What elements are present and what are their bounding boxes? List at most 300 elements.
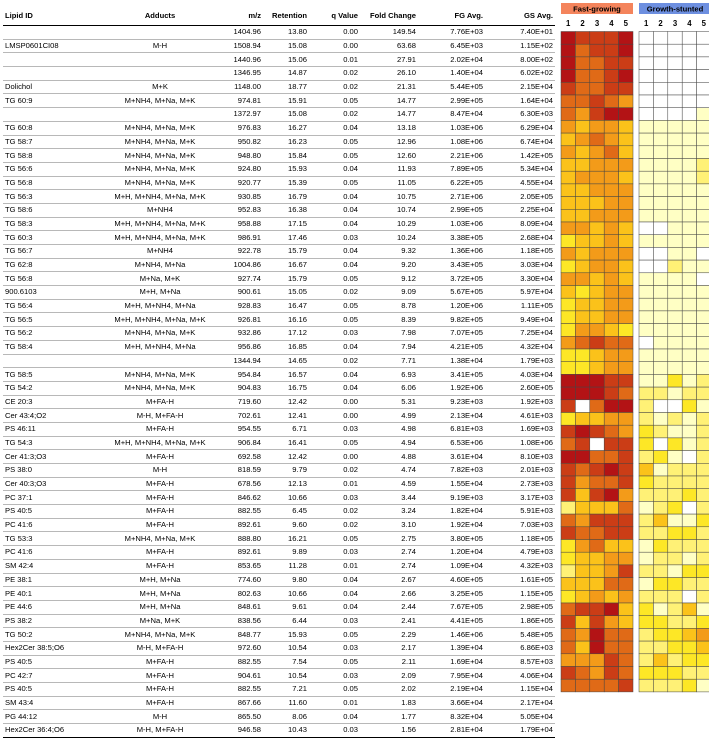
heatmap-cell — [682, 209, 696, 222]
cell-mz: 954.55 — [219, 422, 263, 436]
heatmap-cell — [561, 260, 575, 273]
cell-retention: 10.54 — [263, 641, 309, 655]
cell-retention: 16.38 — [263, 203, 309, 217]
cell-mz: 692.58 — [219, 450, 263, 464]
heatmap-cell — [682, 679, 696, 692]
heatmap-cell — [639, 260, 653, 273]
heatmap-cell — [668, 273, 682, 286]
heatmap-cell — [682, 362, 696, 375]
cell-retention: 11.28 — [263, 559, 309, 573]
heatmap-cell — [668, 667, 682, 680]
cell-q-value: 0.02 — [309, 464, 360, 478]
cell-adducts: M+FA-H — [101, 696, 219, 710]
heatmap-cell — [619, 667, 633, 680]
cell-fold-change: 63.68 — [360, 39, 418, 53]
heatmap-cell — [604, 349, 618, 362]
heatmap-cell — [668, 628, 682, 641]
heatmap-cell — [653, 311, 667, 324]
cell-q-value: 0.00 — [309, 26, 360, 40]
heatmap-cell — [668, 387, 682, 400]
cell-q-value: 0.04 — [309, 121, 360, 135]
heatmap-cell — [639, 32, 653, 45]
cell-q-value: 0.05 — [309, 683, 360, 697]
cell-adducts: M+FA-H — [101, 491, 219, 505]
heatmap-cell — [668, 32, 682, 45]
cell-fg-avg: 2.21E+06 — [418, 149, 485, 163]
heatmap-cell — [604, 540, 618, 553]
table-row — [3, 135, 555, 149]
heatmap-cell — [639, 108, 653, 121]
heatmap-cell — [575, 197, 589, 210]
heatmap-cell — [619, 311, 633, 324]
heatmap-cell — [561, 286, 575, 299]
heatmap-cell — [561, 57, 575, 70]
heatmap-cell — [619, 565, 633, 578]
heatmap-cell — [697, 95, 709, 108]
heatmap-cell — [590, 44, 604, 57]
heatmap-cell — [619, 438, 633, 451]
cell-mz: 927.74 — [219, 272, 263, 286]
cell-retention: 9.79 — [263, 464, 309, 478]
cell-mz: 1148.00 — [219, 80, 263, 94]
heatmap-cell — [639, 527, 653, 540]
heatmap-cell — [668, 552, 682, 565]
heatmap-cell — [619, 146, 633, 159]
cell-lipid-id: TG 56:5 — [3, 313, 101, 327]
heatmap-cell — [590, 527, 604, 540]
heatmap-cell — [639, 57, 653, 70]
heatmap-cell — [668, 362, 682, 375]
cell-adducts: M+FA-H — [101, 669, 219, 683]
heatmap-cell — [697, 184, 709, 197]
heatmap-cell — [619, 197, 633, 210]
cell-fg-avg: 2.99E+05 — [418, 94, 485, 108]
cell-fold-change: 2.67 — [360, 573, 418, 587]
cell-retention: 10.66 — [263, 491, 309, 505]
cell-mz: 719.60 — [219, 395, 263, 409]
cell-mz: 920.77 — [219, 176, 263, 190]
heatmap-cell — [604, 425, 618, 438]
heatmap-cell — [575, 540, 589, 553]
cell-retention: 6.71 — [263, 422, 309, 436]
cell-fold-change: 9.12 — [360, 272, 418, 286]
cell-q-value: 0.05 — [309, 149, 360, 163]
cell-q-value: 0.05 — [309, 628, 360, 642]
heatmap-cell — [668, 235, 682, 248]
heatmap-cell — [653, 324, 667, 337]
heatmap-cell — [575, 120, 589, 133]
table-row — [3, 176, 555, 190]
heatmap-cell — [619, 590, 633, 603]
heatmap-cell — [697, 425, 709, 438]
cell-retention: 18.77 — [263, 80, 309, 94]
heatmap-cell — [653, 463, 667, 476]
cell-adducts: M+NH4, M+Na, M+K — [101, 368, 219, 382]
heatmap-cell — [653, 425, 667, 438]
heatmap-cell — [575, 527, 589, 540]
heatmap-cell — [575, 387, 589, 400]
cell-q-value: 0.05 — [309, 436, 360, 450]
cell-lipid-id: PE 44:6 — [3, 600, 101, 614]
cell-fg-avg: 1.69E+04 — [418, 655, 485, 669]
heatmap-cell — [619, 540, 633, 553]
heatmap-cell — [682, 476, 696, 489]
cell-mz: 848.61 — [219, 600, 263, 614]
heatmap-cell — [575, 489, 589, 502]
table-row — [3, 450, 555, 464]
heatmap-cell — [561, 133, 575, 146]
heatmap-cell — [561, 298, 575, 311]
heatmap-cell — [590, 679, 604, 692]
cell-adducts: M+NH4, M+Na, M+K — [101, 532, 219, 546]
cell-retention: 15.06 — [263, 53, 309, 67]
cell-lipid-id — [3, 108, 101, 122]
cell-fold-change: 6.06 — [360, 381, 418, 395]
cell-adducts: M+FA-H — [101, 450, 219, 464]
table-row — [3, 149, 555, 163]
cell-retention: 16.16 — [263, 313, 309, 327]
cell-fold-change: 2.66 — [360, 587, 418, 601]
table-row — [3, 641, 555, 655]
cell-lipid-id: TG 58:3 — [3, 217, 101, 231]
heatmap-cell — [604, 146, 618, 159]
cell-fg-avg: 3.61E+04 — [418, 450, 485, 464]
heatmap-cell — [604, 552, 618, 565]
heatmap-cell — [639, 324, 653, 337]
heatmap-cell — [668, 527, 682, 540]
heatmap-cell — [653, 159, 667, 172]
heatmap-cell — [639, 247, 653, 260]
cell-fold-change: 11.05 — [360, 176, 418, 190]
cell-gs-avg: 2.98E+05 — [485, 600, 555, 614]
heatmap-cell — [639, 235, 653, 248]
cell-fg-avg: 2.81E+04 — [418, 724, 485, 738]
heatmap-cell — [682, 184, 696, 197]
cell-adducts: M+NH4, M+Na, M+K — [101, 94, 219, 108]
heatmap-cell — [653, 146, 667, 159]
cell-adducts — [101, 354, 219, 368]
heatmap-cell — [653, 603, 667, 616]
cell-gs-avg: 6.86E+03 — [485, 641, 555, 655]
heatmap-cell — [668, 222, 682, 235]
heatmap-cell — [575, 32, 589, 45]
heatmap-cell — [697, 197, 709, 210]
heatmap-cell — [668, 260, 682, 273]
heatmap-cell — [561, 578, 575, 591]
table-row — [3, 655, 555, 669]
cell-adducts: M+FA-H — [101, 505, 219, 519]
heatmap-cell — [590, 616, 604, 629]
cell-adducts: M+NH4, M+Na, M+K — [101, 149, 219, 163]
cell-retention: 10.54 — [263, 669, 309, 683]
cell-fg-avg: 1.39E+04 — [418, 641, 485, 655]
heatmap-cell — [604, 70, 618, 83]
group-label: Fast-growing — [573, 4, 621, 14]
heatmap-cell — [639, 476, 653, 489]
header-retention: Retention — [263, 6, 309, 26]
heatmap-cell — [639, 197, 653, 210]
table-row — [3, 683, 555, 697]
heatmap-cell — [682, 286, 696, 299]
table-row — [3, 121, 555, 135]
heatmap-cell — [561, 197, 575, 210]
heatmap-cell — [653, 565, 667, 578]
cell-gs-avg: 1.42E+05 — [485, 149, 555, 163]
cell-retention: 13.80 — [263, 26, 309, 40]
cell-adducts: M+K — [101, 80, 219, 94]
heatmap-cell — [590, 70, 604, 83]
heatmap-cell — [561, 159, 575, 172]
table-row — [3, 724, 555, 738]
cell-lipid-id: TG 56:7 — [3, 245, 101, 259]
heatmap-cell — [697, 32, 709, 45]
heatmap-cell — [561, 679, 575, 692]
cell-adducts — [101, 26, 219, 40]
heatmap-cell — [639, 222, 653, 235]
heatmap-cell — [619, 324, 633, 337]
cell-lipid-id: PG 44:12 — [3, 710, 101, 724]
heatmap-cell — [590, 514, 604, 527]
cell-q-value: 0.03 — [309, 641, 360, 655]
heatmap-cell — [668, 451, 682, 464]
cell-fold-change: 13.18 — [360, 121, 418, 135]
cell-mz: 924.80 — [219, 162, 263, 176]
heatmap-cell — [561, 603, 575, 616]
heatmap-cell — [590, 362, 604, 375]
header-mz: m/z — [219, 6, 263, 26]
heatmap-cell — [653, 108, 667, 121]
cell-fold-change: 2.29 — [360, 628, 418, 642]
heatmap-cell — [590, 374, 604, 387]
heatmap-cell — [682, 501, 696, 514]
cell-q-value: 0.03 — [309, 614, 360, 628]
cell-retention: 12.41 — [263, 409, 309, 423]
heatmap-cell — [653, 476, 667, 489]
heatmap-cell — [575, 247, 589, 260]
cell-fg-avg: 1.09E+04 — [418, 559, 485, 573]
heatmap-cell — [590, 578, 604, 591]
heatmap-cell — [575, 679, 589, 692]
heatmap-cell — [619, 527, 633, 540]
heatmap-cell — [668, 641, 682, 654]
table-row — [3, 614, 555, 628]
cell-fg-avg: 1.92E+06 — [418, 381, 485, 395]
cell-q-value: 0.04 — [309, 245, 360, 259]
table-row — [3, 286, 555, 300]
heatmap-cell — [590, 184, 604, 197]
heatmap-cell — [697, 209, 709, 222]
cell-adducts: M+H, M+Na — [101, 573, 219, 587]
cell-mz: 958.88 — [219, 217, 263, 231]
heatmap-cell — [561, 425, 575, 438]
heatmap-cell — [561, 641, 575, 654]
heatmap-cell — [697, 298, 709, 311]
heatmap-cell — [604, 32, 618, 45]
table-row — [3, 573, 555, 587]
cell-adducts: M+NH4, M+Na, M+K — [101, 135, 219, 149]
cell-mz: 853.65 — [219, 559, 263, 573]
cell-gs-avg: 5.48E+05 — [485, 628, 555, 642]
heatmap-cell — [561, 32, 575, 45]
cell-q-value: 0.04 — [309, 190, 360, 204]
heatmap-cell — [639, 603, 653, 616]
cell-mz: 848.77 — [219, 628, 263, 642]
heatmap-cell — [653, 349, 667, 362]
heatmap-cell — [604, 565, 618, 578]
heatmap-cell — [697, 273, 709, 286]
heatmap-cell — [604, 628, 618, 641]
heatmap-cell — [682, 641, 696, 654]
cell-gs-avg: 4.06E+04 — [485, 669, 555, 683]
heatmap-cell — [653, 222, 667, 235]
cell-adducts: M+FA-H — [101, 395, 219, 409]
heatmap-cell — [682, 247, 696, 260]
heatmap-cell — [639, 336, 653, 349]
cell-mz: 946.58 — [219, 724, 263, 738]
cell-fg-avg: 7.07E+05 — [418, 327, 485, 341]
table-row — [3, 162, 555, 176]
cell-q-value: 0.02 — [309, 505, 360, 519]
heatmap-cell — [697, 349, 709, 362]
heatmap-cell — [604, 324, 618, 337]
heatmap-cell — [590, 57, 604, 70]
heatmap-cell — [619, 400, 633, 413]
heatmap-cell — [653, 32, 667, 45]
cell-mz: 956.86 — [219, 340, 263, 354]
table-row — [3, 436, 555, 450]
heatmap-cell — [619, 628, 633, 641]
heatmap-cell — [639, 298, 653, 311]
cell-lipid-id: Cer 40:3;O3 — [3, 477, 101, 491]
heatmap-cell — [653, 133, 667, 146]
heatmap-cell — [697, 590, 709, 603]
heatmap-cell — [697, 552, 709, 565]
cell-q-value: 0.05 — [309, 272, 360, 286]
table-row — [3, 464, 555, 478]
heatmap-cell — [604, 184, 618, 197]
cell-q-value: 0.03 — [309, 422, 360, 436]
cell-retention: 16.57 — [263, 368, 309, 382]
cell-mz: 678.56 — [219, 477, 263, 491]
cell-retention: 9.61 — [263, 600, 309, 614]
heatmap-cell — [604, 362, 618, 375]
heatmap-cell — [653, 667, 667, 680]
heatmap-cell — [668, 540, 682, 553]
cell-retention: 15.08 — [263, 108, 309, 122]
cell-lipid-id: TG 56:4 — [3, 299, 101, 313]
heatmap-cell — [682, 336, 696, 349]
heatmap-cell — [575, 667, 589, 680]
cell-fold-change: 4.74 — [360, 464, 418, 478]
cell-fg-avg: 3.43E+05 — [418, 258, 485, 272]
heatmap-cell — [682, 565, 696, 578]
heatmap-cell — [590, 349, 604, 362]
heatmap-cell — [575, 273, 589, 286]
cell-fold-change: 10.75 — [360, 190, 418, 204]
cell-retention: 11.60 — [263, 696, 309, 710]
table-row — [3, 190, 555, 204]
heatmap-cell — [639, 400, 653, 413]
heatmap-cell — [697, 400, 709, 413]
cell-q-value: 0.02 — [309, 354, 360, 368]
cell-lipid-id: TG 58:8 — [3, 149, 101, 163]
heatmap-cell — [668, 514, 682, 527]
cell-fold-change: 3.44 — [360, 491, 418, 505]
heatmap-cell — [682, 120, 696, 133]
cell-adducts: M+NH4, M+Na, M+K — [101, 176, 219, 190]
heatmap-cell — [561, 184, 575, 197]
heatmap-cell — [575, 184, 589, 197]
cell-fold-change: 8.78 — [360, 299, 418, 313]
cell-adducts: M+NH4, M+Na, M+K — [101, 327, 219, 341]
heatmap-cell — [697, 336, 709, 349]
heatmap-cell — [653, 273, 667, 286]
heatmap-cell — [575, 552, 589, 565]
cell-fold-change: 9.09 — [360, 286, 418, 300]
heatmap-cell — [668, 425, 682, 438]
table-row — [3, 532, 555, 546]
heatmap-cell — [604, 171, 618, 184]
cell-fold-change: 26.10 — [360, 67, 418, 81]
cell-fg-avg: 3.80E+05 — [418, 532, 485, 546]
heatmap-cell — [668, 349, 682, 362]
heatmap-cell — [575, 654, 589, 667]
heatmap-cell — [653, 616, 667, 629]
heatmap-cell — [639, 362, 653, 375]
heatmap-cell — [619, 578, 633, 591]
cell-q-value: 0.01 — [309, 477, 360, 491]
heatmap-cell — [682, 514, 696, 527]
cell-fold-change: 2.17 — [360, 641, 418, 655]
cell-mz: 948.80 — [219, 149, 263, 163]
heatmap-cell — [697, 527, 709, 540]
cell-fg-avg: 4.21E+05 — [418, 340, 485, 354]
heatmap-cell — [561, 654, 575, 667]
cell-fold-change: 2.75 — [360, 532, 418, 546]
heatmap-cell — [697, 286, 709, 299]
header-lipid-id: Lipid ID — [3, 6, 101, 26]
cell-gs-avg: 6.02E+02 — [485, 67, 555, 81]
cell-mz: 1004.86 — [219, 258, 263, 272]
cell-gs-avg: 5.34E+04 — [485, 162, 555, 176]
cell-fold-change: 3.24 — [360, 505, 418, 519]
heatmap-cell — [590, 32, 604, 45]
heatmap-cell — [590, 247, 604, 260]
cell-lipid-id: Hex2Cer 36:4;O6 — [3, 724, 101, 738]
heatmap-cell — [561, 514, 575, 527]
heatmap-cell — [682, 590, 696, 603]
heatmap-cell — [682, 70, 696, 83]
heatmap-cell — [682, 311, 696, 324]
heatmap-cell — [639, 387, 653, 400]
heatmap-cell — [653, 641, 667, 654]
heatmap-cell — [575, 438, 589, 451]
cell-fold-change: 10.74 — [360, 203, 418, 217]
cell-retention: 14.87 — [263, 67, 309, 81]
cell-mz: 846.62 — [219, 491, 263, 505]
heatmap-cell — [561, 273, 575, 286]
heatmap-cell — [575, 146, 589, 159]
heatmap-cell — [697, 311, 709, 324]
cell-lipid-id: Cer 43:4;O2 — [3, 409, 101, 423]
heatmap-cell — [653, 400, 667, 413]
heatmap-cell — [575, 362, 589, 375]
table-row — [3, 231, 555, 245]
heatmap-cell — [668, 82, 682, 95]
cell-retention: 6.44 — [263, 614, 309, 628]
header-q-value: q Value — [309, 6, 360, 26]
sample-label: 3 — [594, 19, 600, 28]
